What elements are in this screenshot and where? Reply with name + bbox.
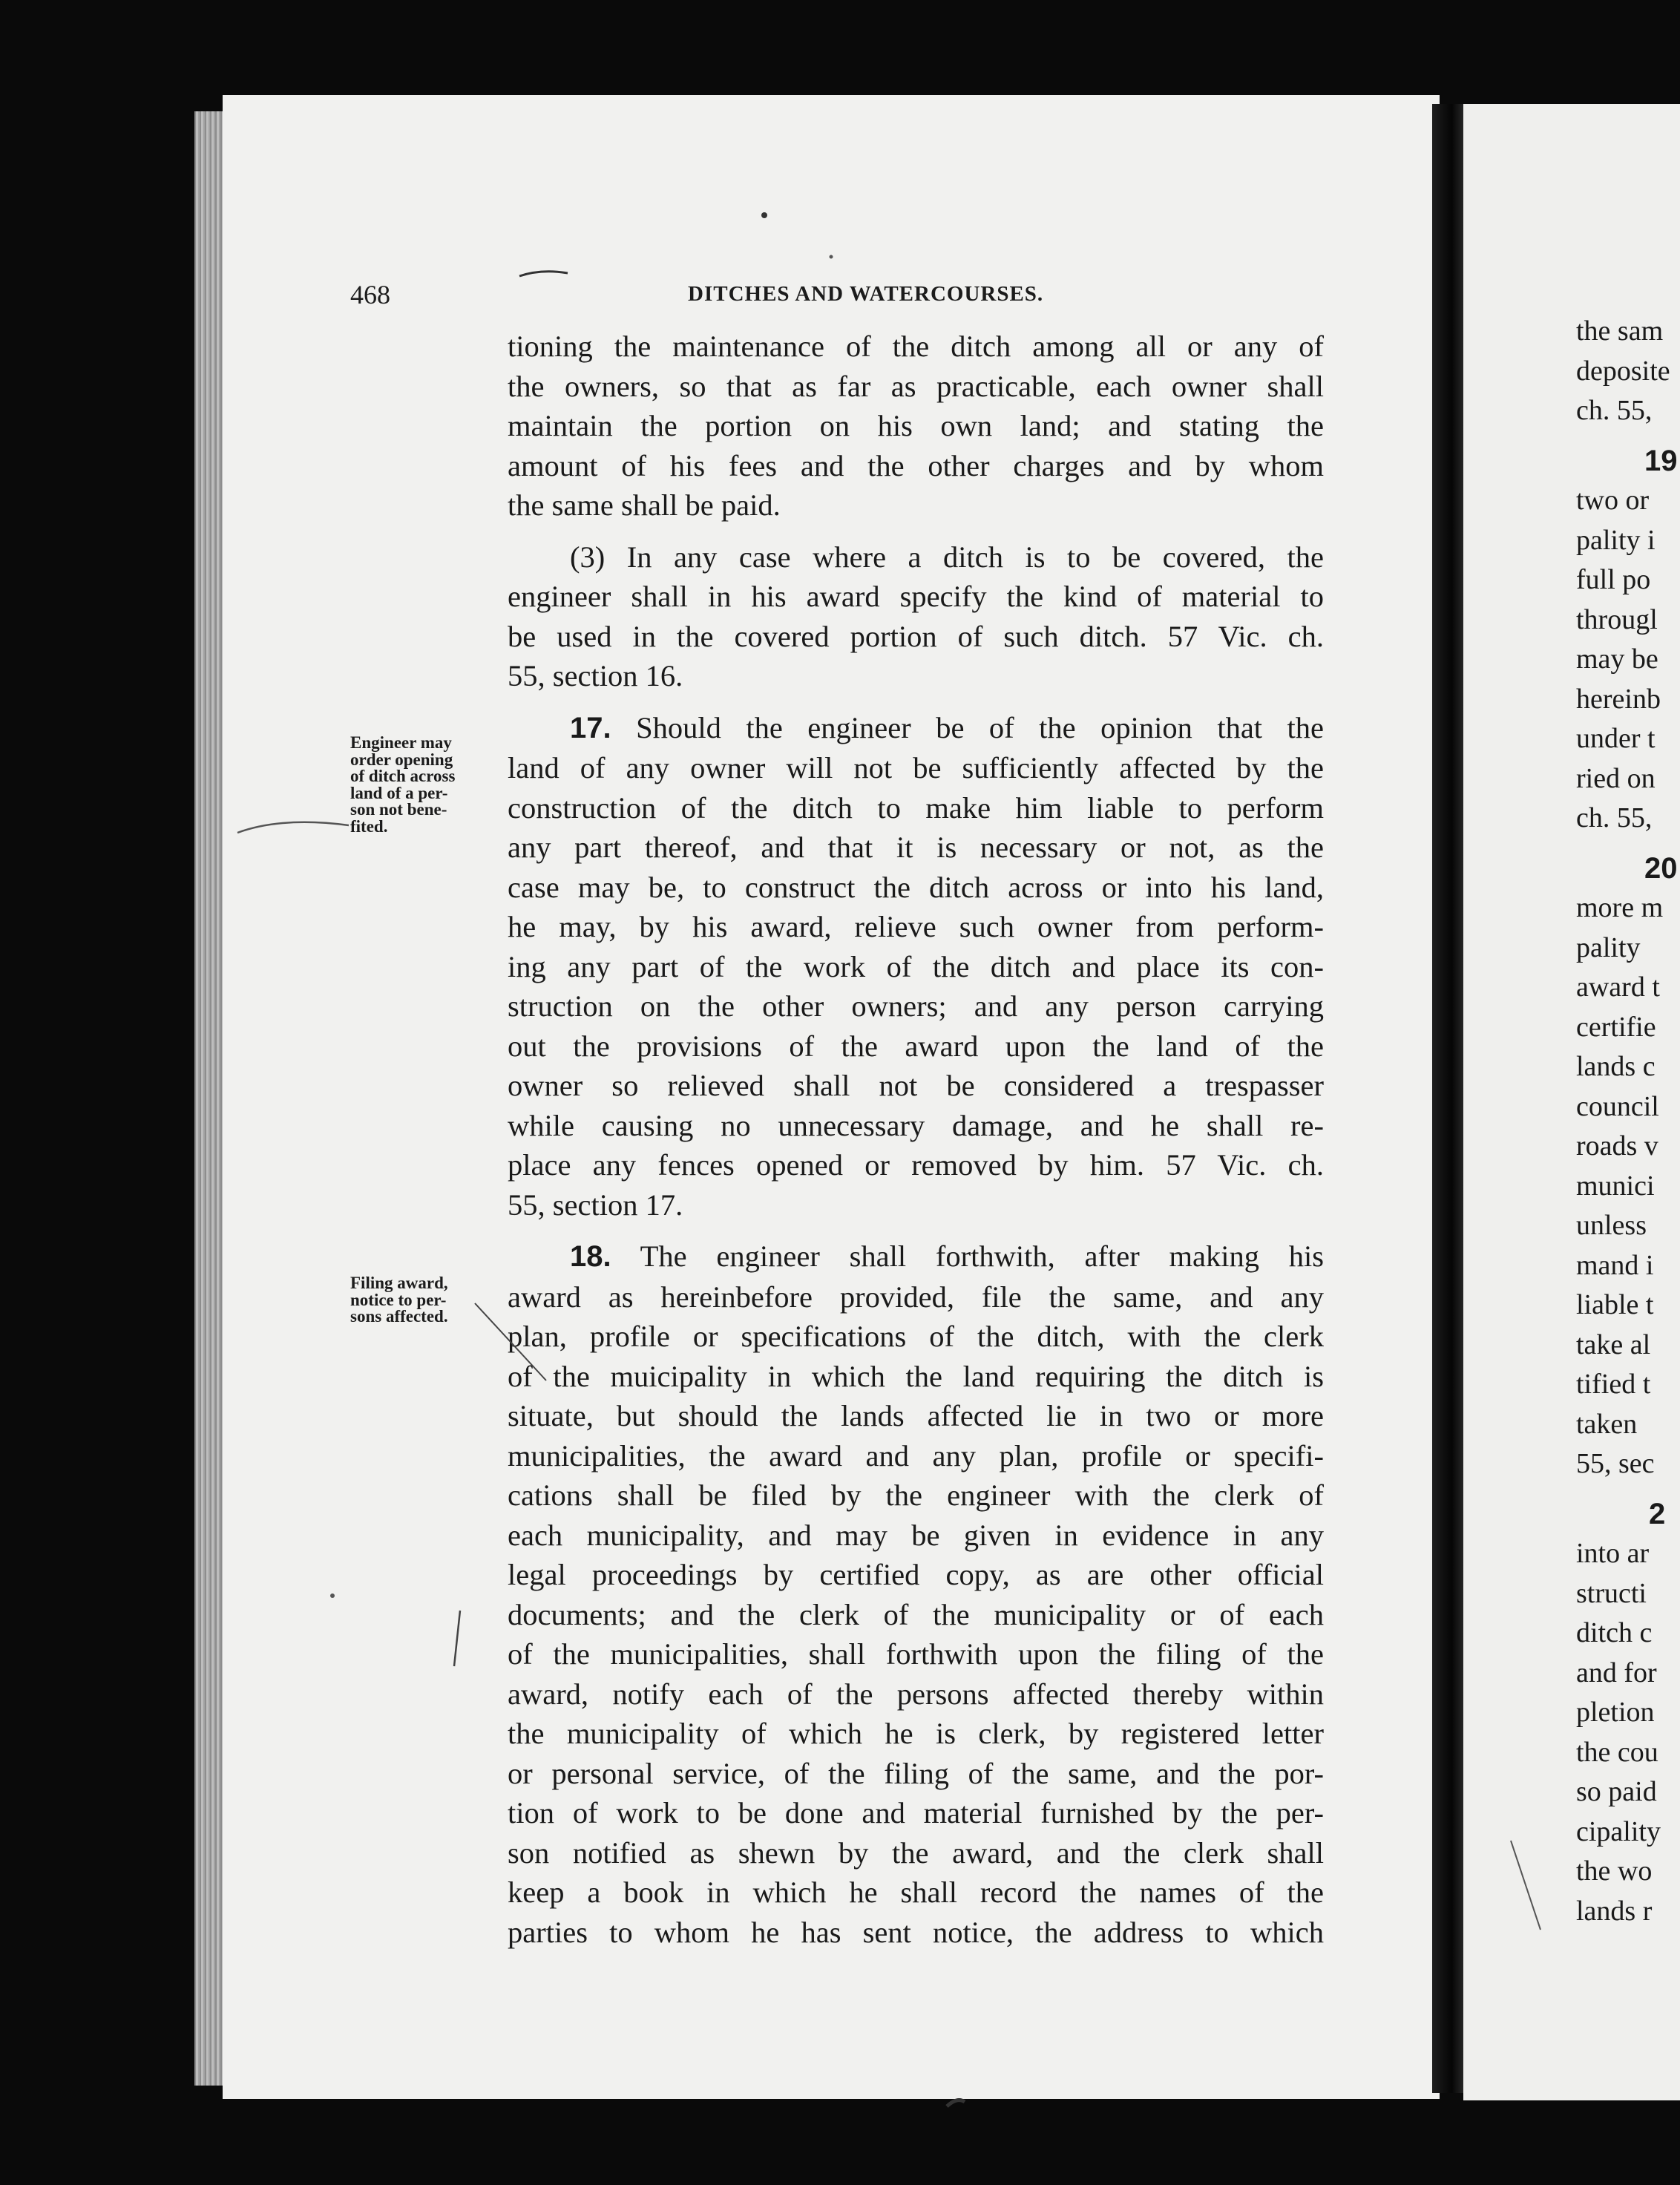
- text-line: the owners, so that as far as practicable, each owner shall: [508, 369, 1324, 403]
- text-line: award as hereinbefore provided, file the same, and any: [508, 1280, 1324, 1314]
- text-line: (3) In any case where a ditch is to be covered, the: [570, 540, 1324, 574]
- text-line: cations shall be filed by the engineer with the clerk of: [508, 1478, 1324, 1512]
- section-17-first-line: 17. Should the engineer be of the opinion that the: [570, 710, 1325, 744]
- text-line: legal proceedings by certified copy, as are other official: [508, 1558, 1324, 1591]
- text-line: be used in the covered portion of such ditch. 57 Vic. ch.: [508, 619, 1324, 653]
- text-line: documents; and the clerk of the municipality or of each: [508, 1597, 1324, 1631]
- text-line: ing any part of the work of the ditch and place its con-: [508, 949, 1324, 983]
- text-line: the municipality of which he is clerk, by registered letter: [508, 1717, 1324, 1750]
- text-line: of the muicipality in which the land requiring the ditch is: [508, 1359, 1324, 1393]
- section-number: 18.: [570, 1240, 611, 1273]
- text-line: municipalities, the award and any plan, profile or specifi-: [508, 1438, 1324, 1472]
- text-line: of the municipalities, shall forthwith upon the filing of the: [508, 1637, 1324, 1671]
- text-line: the same shall be paid.: [508, 488, 781, 522]
- text-line: he may, by his award, relieve such owner from perform-: [508, 910, 1324, 943]
- text-line: place any fences opened or removed by him. 57 Vic. ch.: [508, 1148, 1324, 1182]
- text-line: 55, section 16.: [508, 659, 683, 692]
- text-line: award, notify each of the persons affected thereby within: [508, 1677, 1324, 1711]
- text-line: or personal service, of the filing of the same, and the por-: [508, 1756, 1324, 1790]
- text-line: parties to whom he has sent notice, the address to which: [508, 1915, 1324, 1949]
- section-number: 17.: [570, 711, 611, 744]
- text-line: plan, profile or specifications of the ditch, with the clerk: [508, 1320, 1324, 1353]
- text-line: tioning the maintenance of the ditch among all or any of: [508, 330, 1324, 363]
- page-number: 468: [350, 280, 390, 309]
- text-line: tion of work to be done and material furnished by the per-: [508, 1796, 1324, 1829]
- text-line: struction on the other owners; and any person carrying: [508, 989, 1324, 1023]
- facing-page-text: the sam deposite ch. 55, 19 two or pality i full po througl may be hereinb under t ried on ch. 55, 20 more m pality award t certifie lands c council roads v munici unless mand i liable t take al tified t taken 55, sec 2 into ar structi ditch c and for pletion the cou so paid cipality the wo lands r: [1576, 315, 1678, 1927]
- text-line: situate, but should the lands affected lie in two or more: [508, 1399, 1324, 1432]
- text-line: maintain the portion on his own land; and stating the: [508, 409, 1324, 442]
- text-line: any part thereof, and that it is necessary or not, as the: [508, 831, 1324, 864]
- running-title: DITCHES AND WATERCOURSES.: [688, 282, 1044, 306]
- margin-note-section-18: Filing award, notice to per- sons affected.: [350, 1274, 448, 1326]
- text-line: while causing no unnecessary damage, and he shall re-: [508, 1108, 1324, 1142]
- text-line: out the provisions of the award upon the land of the: [508, 1029, 1324, 1063]
- text-line: son notified as shewn by the award, and the clerk shall: [508, 1835, 1324, 1870]
- margin-note-section-17: Engineer may order opening of ditch across land of a per- son not bene- fited.: [350, 733, 456, 836]
- text-line: each municipality, and may be given in evidence in any: [508, 1518, 1324, 1552]
- text-line: engineer shall in his award specify the kind of material to: [508, 580, 1324, 613]
- text-line: amount of his fees and the other charges and by whom: [508, 448, 1324, 482]
- text-line: construction of the ditch to make him liable to perform: [508, 790, 1324, 825]
- text-line: 55, section 17.: [508, 1188, 683, 1222]
- text-line: land of any owner will not be sufficiently affected by the: [508, 751, 1324, 784]
- text-line: keep a book in which he shall record the names of the: [508, 1876, 1324, 1909]
- section-18-first-line: 18. The engineer shall forthwith, after making his: [570, 1239, 1324, 1273]
- text-line: owner so relieved shall not be considered a trespasser: [508, 1069, 1324, 1102]
- text-line: case may be, to construct the ditch across or into his land,: [508, 870, 1324, 904]
